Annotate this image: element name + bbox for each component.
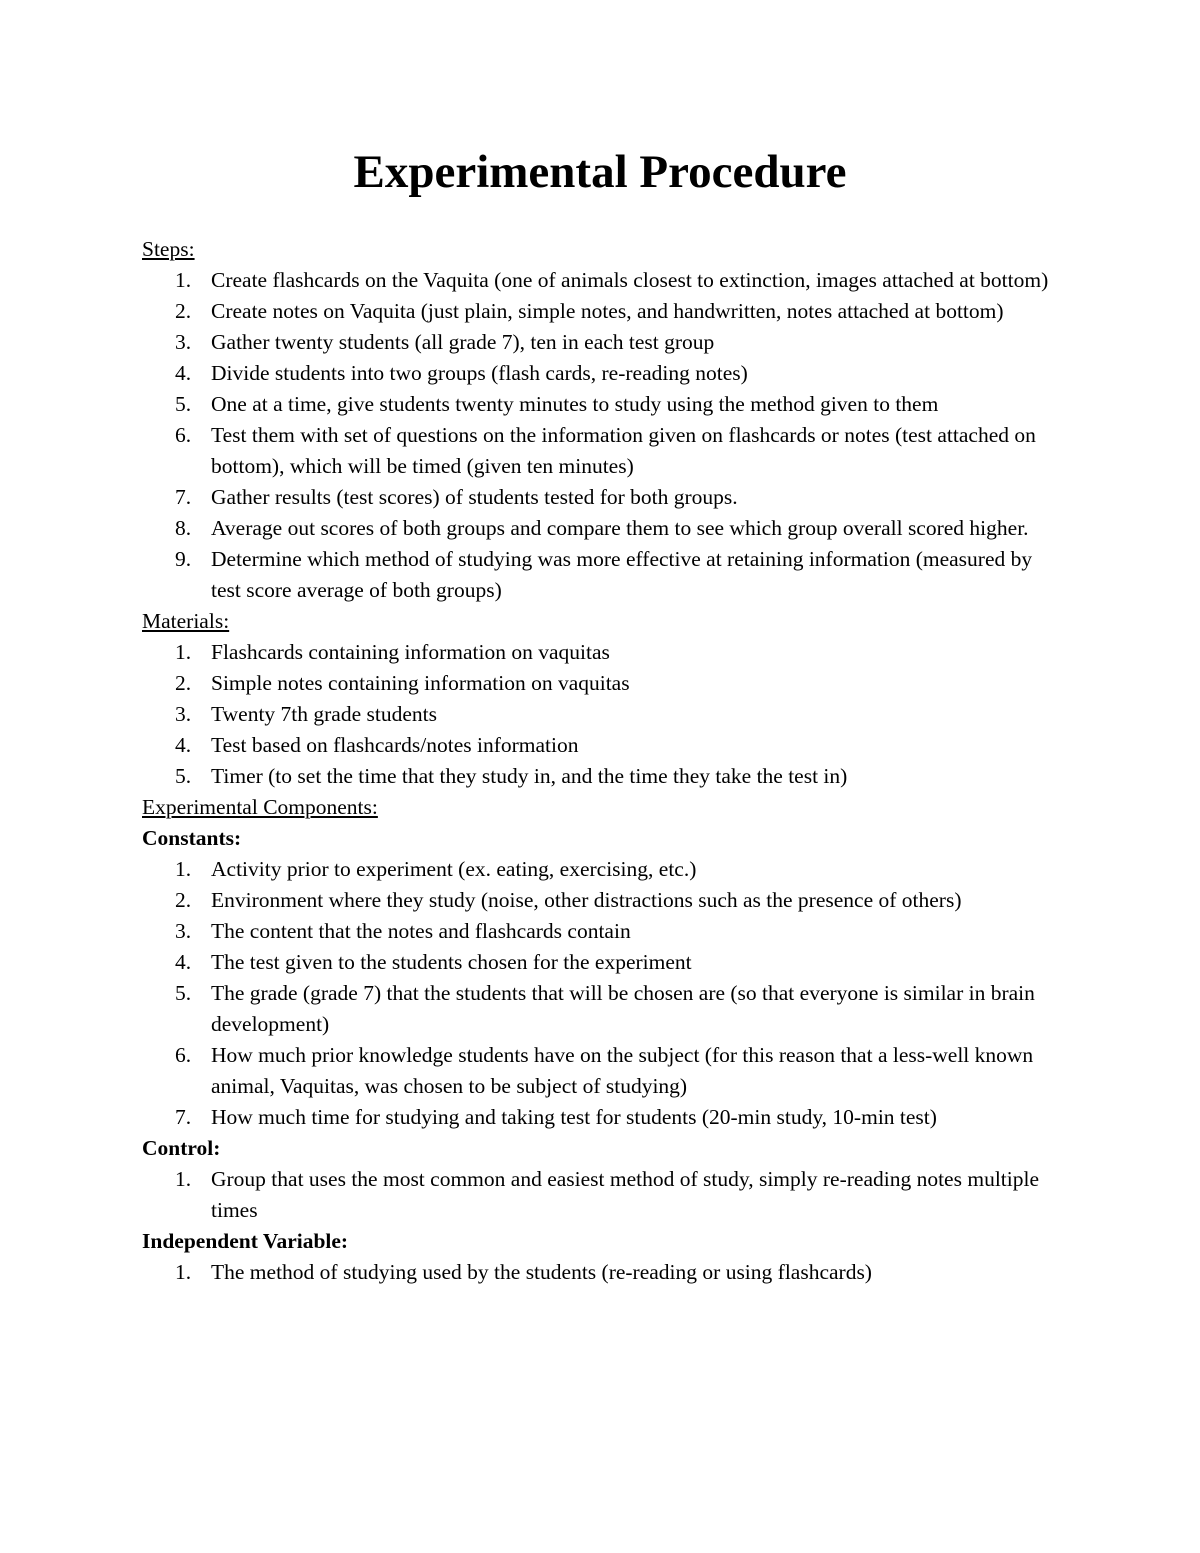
list-item-number: 4. <box>175 950 192 974</box>
list-item-text: The test given to the students chosen for the experiment <box>211 950 692 974</box>
list-item <box>142 1102 1062 1133</box>
list-item-number: 8. <box>175 516 192 540</box>
constants-list <box>142 854 1062 1133</box>
list-item <box>142 1164 1062 1226</box>
list-item-text: Divide students into two groups (flash cards, re-reading notes) <box>211 361 748 385</box>
page-title: Experimental Procedure <box>353 146 847 198</box>
list-item-text: Create notes on Vaquita (just plain, simple notes, and handwritten, notes attached at bottom) <box>211 299 1004 323</box>
list-item-number: 4. <box>175 361 192 385</box>
list-item-number: 4. <box>175 733 192 757</box>
list-item-number: 1. <box>175 640 192 664</box>
list-item <box>142 637 1062 668</box>
document-body <box>142 234 1062 1288</box>
list-item-text: Twenty 7th grade students <box>211 702 437 726</box>
list-item-number: 5. <box>175 764 192 788</box>
list-item-text: Gather twenty students (all grade 7), ten in each test group <box>211 330 715 354</box>
steps-list <box>142 265 1062 606</box>
list-item-text: Gather results (test scores) of students tested for both groups. <box>211 485 738 509</box>
materials-label: Materials: <box>142 609 230 633</box>
list-item-number: 7. <box>175 485 192 509</box>
control-heading: Control: <box>142 1136 221 1160</box>
list-item-text: Group that uses the most common and easiest method of study, simply re-reading notes multiple times <box>211 1167 1040 1222</box>
list-item-number: 7. <box>175 1105 192 1129</box>
list-item <box>142 854 1062 885</box>
control-list <box>142 1164 1062 1226</box>
list-item-text: The content that the notes and flashcards contain <box>211 919 631 943</box>
list-item-number: 1. <box>175 1260 192 1284</box>
list-item <box>142 389 1062 420</box>
list-item-number: 6. <box>175 423 192 447</box>
list-item-text: Environment where they study (noise, other distractions such as the presence of others) <box>211 888 962 912</box>
list-item-number: 1. <box>175 857 192 881</box>
constants-heading: Constants: <box>142 826 242 850</box>
list-item <box>142 327 1062 358</box>
list-item-number: 2. <box>175 299 192 323</box>
list-item-text: One at a time, give students twenty minutes to study using the method given to them <box>211 392 939 416</box>
list-item <box>142 1040 1062 1102</box>
list-item <box>142 699 1062 730</box>
list-item <box>142 916 1062 947</box>
list-item <box>142 544 1062 606</box>
list-item <box>142 978 1062 1040</box>
list-item <box>142 482 1062 513</box>
list-item <box>142 296 1062 327</box>
list-item-number: 3. <box>175 919 192 943</box>
list-item-number: 3. <box>175 702 192 726</box>
list-item <box>142 730 1062 761</box>
list-item-number: 1. <box>175 268 192 292</box>
list-item-text: Activity prior to experiment (ex. eating, exercising, etc.) <box>211 857 697 881</box>
list-item-text: How much time for studying and taking test for students (20-min study, 10-min test) <box>211 1105 937 1129</box>
list-item-text: Create flashcards on the Vaquita (one of animals closest to extinction, images attached at bottom) <box>211 268 1049 292</box>
list-item <box>142 265 1062 296</box>
list-item-number: 9. <box>175 547 192 571</box>
list-item-number: 6. <box>175 1043 192 1067</box>
list-item <box>142 947 1062 978</box>
components-label: Experimental Components: <box>142 795 378 819</box>
list-item-text: The method of studying used by the students (re-reading or using flashcards) <box>211 1260 872 1284</box>
list-item-number: 2. <box>175 888 192 912</box>
list-item-number: 5. <box>175 981 192 1005</box>
list-item <box>142 358 1062 389</box>
list-item-text: Timer (to set the time that they study in, and the time they take the test in) <box>211 764 848 788</box>
list-item-number: 5. <box>175 392 192 416</box>
list-item-text: Simple notes containing information on vaquitas <box>211 671 630 695</box>
independent-variable-heading: Independent Variable: <box>142 1229 349 1253</box>
list-item <box>142 668 1062 699</box>
list-item <box>142 761 1062 792</box>
list-item <box>142 513 1062 544</box>
materials-list <box>142 637 1062 792</box>
list-item-text: Test based on flashcards/notes information <box>211 733 579 757</box>
list-item-number: 1. <box>175 1167 192 1191</box>
list-item-text: How much prior knowledge students have on the subject (for this reason that a less-well known animal, Vaquitas, was chosen to be subject of studying) <box>211 1043 1034 1098</box>
list-item <box>142 1257 1062 1288</box>
steps-label: Steps: <box>142 237 195 261</box>
list-item-text: The grade (grade 7) that the students that will be chosen are (so that everyone is similar in brain development) <box>211 981 1035 1036</box>
list-item-text: Determine which method of studying was more effective at retaining information (measured by test score average of both groups) <box>211 547 1033 602</box>
list-item <box>142 885 1062 916</box>
list-item-text: Flashcards containing information on vaquitas <box>211 640 610 664</box>
list-item-number: 3. <box>175 330 192 354</box>
list-item-text: Test them with set of questions on the information given on flashcards or notes (test attached on bottom), which will be timed (given ten minutes) <box>211 423 1036 478</box>
list-item <box>142 420 1062 482</box>
list-item-number: 2. <box>175 671 192 695</box>
independent-variable-list <box>142 1257 1062 1288</box>
list-item-text: Average out scores of both groups and compare them to see which group overall scored higher. <box>211 516 1029 540</box>
